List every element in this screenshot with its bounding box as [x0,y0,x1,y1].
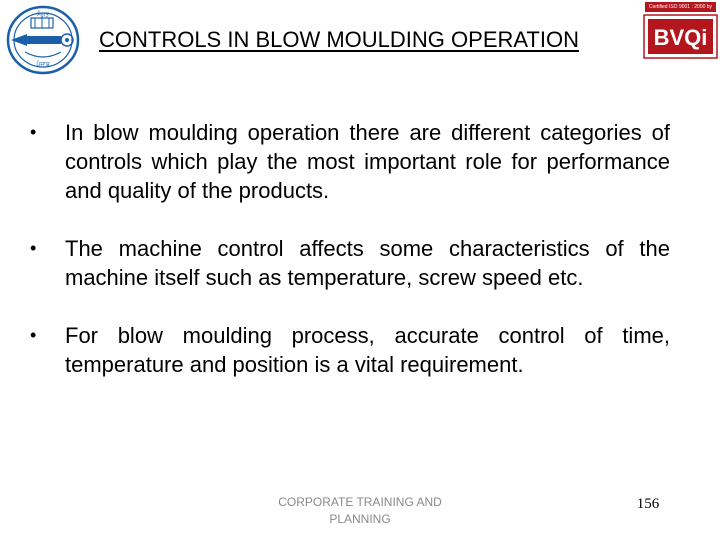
bullet-icon: • [30,238,37,258]
bvqi-brand-text: BVQi [653,25,708,50]
bullet-list [30,118,670,408]
bvqi-logo [643,14,718,59]
page-title: CONTROLS IN BLOW MOULDING OPERATION [99,27,579,52]
seal-text-top: ਸੰਗਤ [36,11,50,18]
organization-seal-logo [5,4,81,76]
bullet-item [30,118,670,205]
certification-strip: Certified ISO 9001 : 2000 by [645,2,716,12]
bullet-icon: • [30,122,37,142]
bullet-item [30,321,670,379]
bullet-text: For blow moulding process, accurate control of time, temperature and position is a vital requirement. [65,323,670,377]
bullet-text: In blow moulding operation there are different categories of controls which play the most important role for performance and quality of the products. [65,120,670,203]
footer-text: CORPORATE TRAINING AND PLANNING [278,495,442,526]
bullet-icon: • [30,325,37,345]
page-number: 156 [636,496,660,512]
seal-text-bottom: ਪੰਜਾਬ [36,61,50,68]
bullet-text: The machine control affects some characteristics of the machine itself such as temperature, screw speed etc. [65,236,670,290]
bullet-item [30,234,670,292]
